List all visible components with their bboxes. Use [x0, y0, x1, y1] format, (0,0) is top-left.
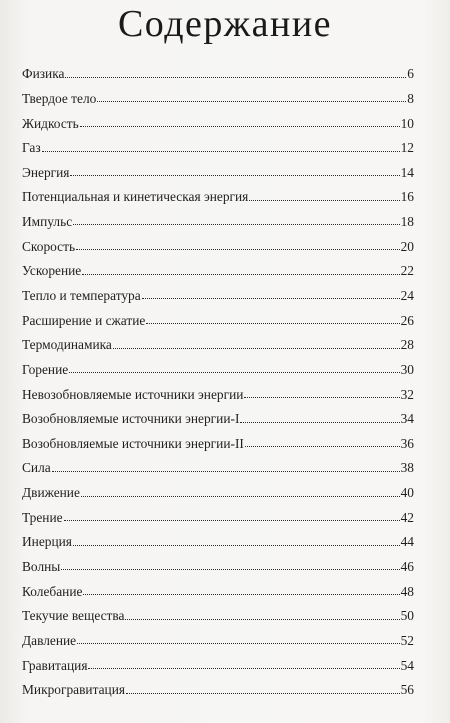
toc-entry-title: Движение	[22, 485, 80, 501]
toc-entry-title: Волны	[22, 559, 61, 575]
toc-entry-page-number: 38	[400, 460, 414, 476]
toc-entry-title: Инерция	[22, 534, 72, 550]
toc-entry	[22, 502, 414, 527]
toc-dot-leader	[82, 274, 399, 275]
toc-entry	[22, 649, 414, 674]
toc-entry	[22, 452, 414, 477]
toc-entry-page-number: 56	[400, 682, 414, 698]
toc-entry	[22, 526, 414, 551]
toc-entry-title: Физика	[22, 66, 65, 82]
toc-entry	[22, 157, 414, 182]
toc-dot-leader	[97, 101, 406, 102]
toc-entry	[22, 378, 414, 403]
toc-entry	[22, 107, 414, 132]
toc-entry-title: Возобновляемые источники энергии-II	[22, 435, 244, 451]
toc-dot-leader	[146, 323, 399, 324]
toc-entry	[22, 625, 414, 650]
toc-entry	[22, 206, 414, 231]
toc-dot-leader	[126, 693, 400, 694]
toc-entry-title: Гравитация	[22, 657, 88, 673]
toc-entry-title: Текучие вещества	[22, 608, 125, 624]
toc-entry-page-number: 54	[400, 657, 414, 673]
toc-entry	[22, 304, 414, 329]
toc-entry-page-number: 26	[400, 312, 414, 328]
toc-dot-leader	[64, 520, 400, 521]
toc-entry-title: Потенциальная и кинетическая энергия	[22, 189, 249, 205]
toc-entry-page-number: 48	[400, 583, 414, 599]
toc-entry	[22, 181, 414, 206]
toc-entry-page-number: 10	[400, 115, 414, 131]
toc-entry	[22, 674, 414, 699]
toc-entry-page-number: 52	[400, 632, 414, 648]
toc-dot-leader	[88, 668, 399, 669]
toc-dot-leader	[113, 348, 400, 349]
toc-entry	[22, 230, 414, 255]
toc-entry-page-number: 32	[400, 386, 414, 402]
toc-dot-leader	[142, 298, 400, 299]
toc-entry-title: Газ	[22, 140, 41, 156]
toc-dot-leader	[73, 545, 400, 546]
toc-entry-page-number: 12	[400, 140, 414, 156]
toc-entry	[22, 354, 414, 379]
table-of-contents	[22, 58, 414, 699]
toc-entry-title: Жидкость	[22, 115, 79, 131]
toc-dot-leader	[81, 496, 400, 497]
toc-entry	[22, 132, 414, 157]
toc-entry	[22, 83, 414, 108]
toc-dot-leader	[76, 249, 400, 250]
toc-entry-page-number: 14	[400, 164, 414, 180]
toc-entry-title: Трение	[22, 509, 63, 525]
toc-dot-leader	[80, 126, 400, 127]
toc-dot-leader	[77, 643, 399, 644]
toc-entry-title: Возобновляемые источники энергии-I	[22, 411, 240, 427]
toc-entry-page-number: 40	[400, 485, 414, 501]
toc-entry-page-number: 20	[400, 238, 414, 254]
toc-dot-leader	[245, 446, 400, 447]
toc-entry-page-number: 44	[400, 534, 414, 550]
toc-dot-leader	[244, 397, 399, 398]
toc-dot-leader	[73, 224, 399, 225]
toc-entry-title: Скорость	[22, 238, 76, 254]
toc-entry	[22, 403, 414, 428]
toc-entry-title: Горение	[22, 361, 69, 377]
toc-entry	[22, 600, 414, 625]
toc-dot-leader	[240, 422, 399, 423]
toc-dot-leader	[42, 151, 400, 152]
toc-entry-page-number: 16	[400, 189, 414, 205]
toc-entry-title: Расширение и сжатие	[22, 312, 146, 328]
toc-entry-page-number: 34	[400, 411, 414, 427]
toc-entry-page-number: 28	[400, 337, 414, 353]
toc-dot-leader	[70, 175, 399, 176]
toc-entry-title: Ускорение	[22, 263, 82, 279]
toc-entry-title: Микрогравитация	[22, 682, 126, 698]
toc-dot-leader	[125, 619, 399, 620]
page-title: Содержание	[117, 3, 333, 45]
toc-entry	[22, 477, 414, 502]
toc-entry-title: Давление	[22, 632, 77, 648]
toc-dot-leader	[61, 569, 399, 570]
toc-entry-title: Тепло и температура	[22, 288, 141, 303]
toc-entry-page-number: 36	[400, 435, 414, 451]
toc-entry-title: Сила	[22, 460, 51, 476]
toc-entry-title: Термодинамика	[22, 337, 112, 353]
toc-entry-page-number: 6	[407, 66, 414, 82]
toc-entry-page-number: 42	[400, 509, 414, 525]
toc-dot-leader	[83, 594, 399, 595]
toc-dot-leader	[52, 471, 400, 472]
toc-entry-title: Твердое тело	[22, 90, 97, 106]
toc-entry-page-number: 8	[407, 90, 414, 106]
toc-entry-page-number: 46	[400, 559, 414, 575]
toc-entry-title: Энергия	[22, 164, 70, 180]
toc-entry	[22, 280, 414, 305]
toc-entry-page-number: 22	[400, 263, 414, 279]
toc-dot-leader	[65, 77, 406, 78]
toc-entry-title: Импульс	[22, 214, 73, 230]
toc-entry	[22, 575, 414, 600]
toc-entry	[22, 551, 414, 576]
toc-entry-page-number: 18	[400, 214, 414, 230]
toc-entry-title: Невозобновляемые источники энергии	[22, 386, 244, 402]
toc-entry	[22, 329, 414, 354]
toc-entry	[22, 58, 414, 83]
toc-entry	[22, 255, 414, 280]
toc-dot-leader	[69, 372, 399, 373]
toc-entry-page-number: 50	[400, 608, 414, 624]
toc-entry-title: Колебание	[22, 583, 83, 599]
toc-dot-leader	[249, 200, 399, 201]
toc-entry	[22, 428, 414, 453]
toc-entry-page-number: 24	[400, 288, 414, 303]
toc-entry-page-number: 30	[400, 361, 414, 377]
